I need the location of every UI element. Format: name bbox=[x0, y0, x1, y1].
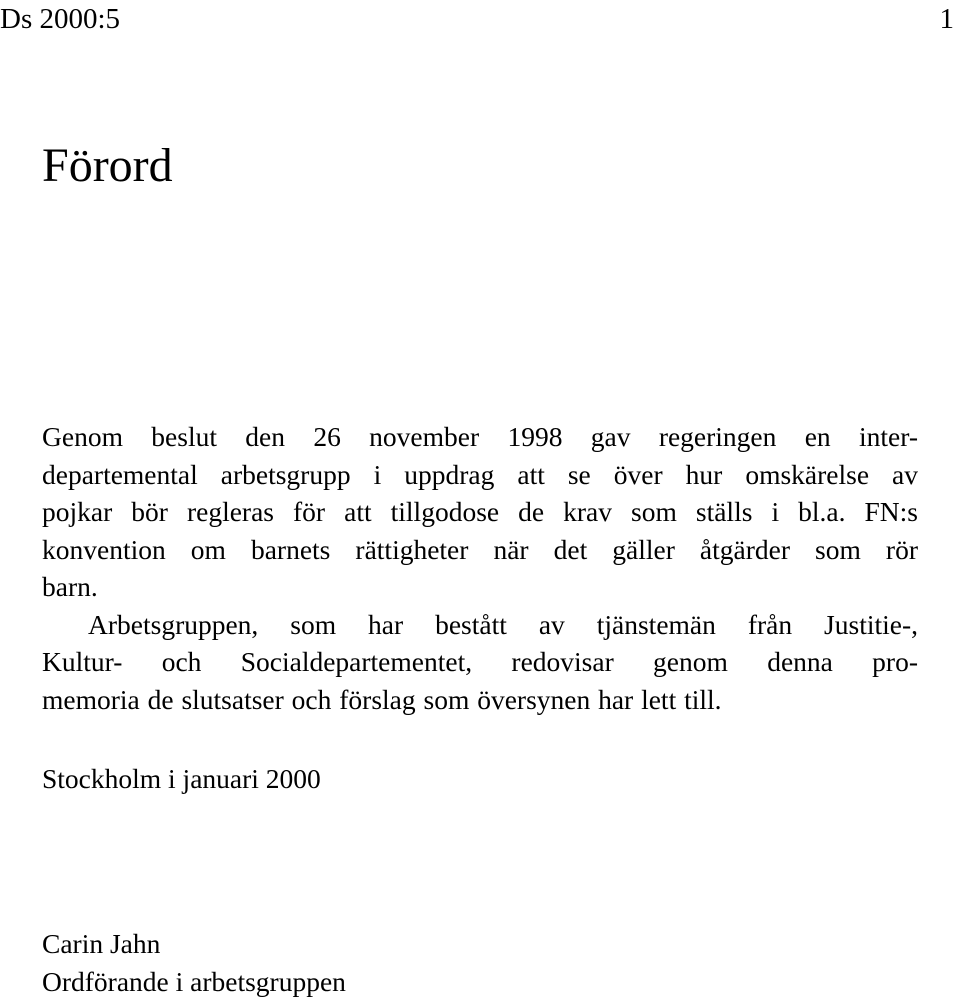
page-number: 1 bbox=[939, 3, 954, 35]
paragraph-2-line: memoria de slutsatser och förslag som översynen har lett till. bbox=[42, 683, 722, 715]
paragraph-1-line: Genom beslut den 26 november 1998 gav regeringen en inter- bbox=[42, 421, 918, 452]
signature-name: Carin Jahn bbox=[42, 928, 161, 959]
signature-role: Ordförande i arbetsgruppen bbox=[42, 966, 346, 997]
document-id: Ds 2000:5 bbox=[0, 3, 121, 35]
paragraph-1-line: departemental arbetsgrupp i uppdrag att se över hur omskärelse av bbox=[42, 458, 918, 490]
paragraph-2-line: Arbetsgruppen, som har bestått av tjänstemän från Justitie-, bbox=[88, 608, 918, 640]
paragraph-1-line: barn. bbox=[42, 571, 98, 602]
place-date: Stockholm i januari 2000 bbox=[42, 763, 321, 794]
paragraph-1-line: pojkar bör regleras för att tillgodose de krav som ställs i bl.a. FN:s bbox=[42, 496, 918, 527]
paragraph-1-line: konvention om barnets rättigheter när det gäller åtgärder som rör bbox=[42, 533, 918, 565]
page-title: Förord bbox=[42, 139, 173, 192]
paragraph-2-line: Kultur- och Socialdepartementet, redovisar genom denna pro- bbox=[42, 646, 918, 677]
body-text bbox=[42, 418, 918, 718]
